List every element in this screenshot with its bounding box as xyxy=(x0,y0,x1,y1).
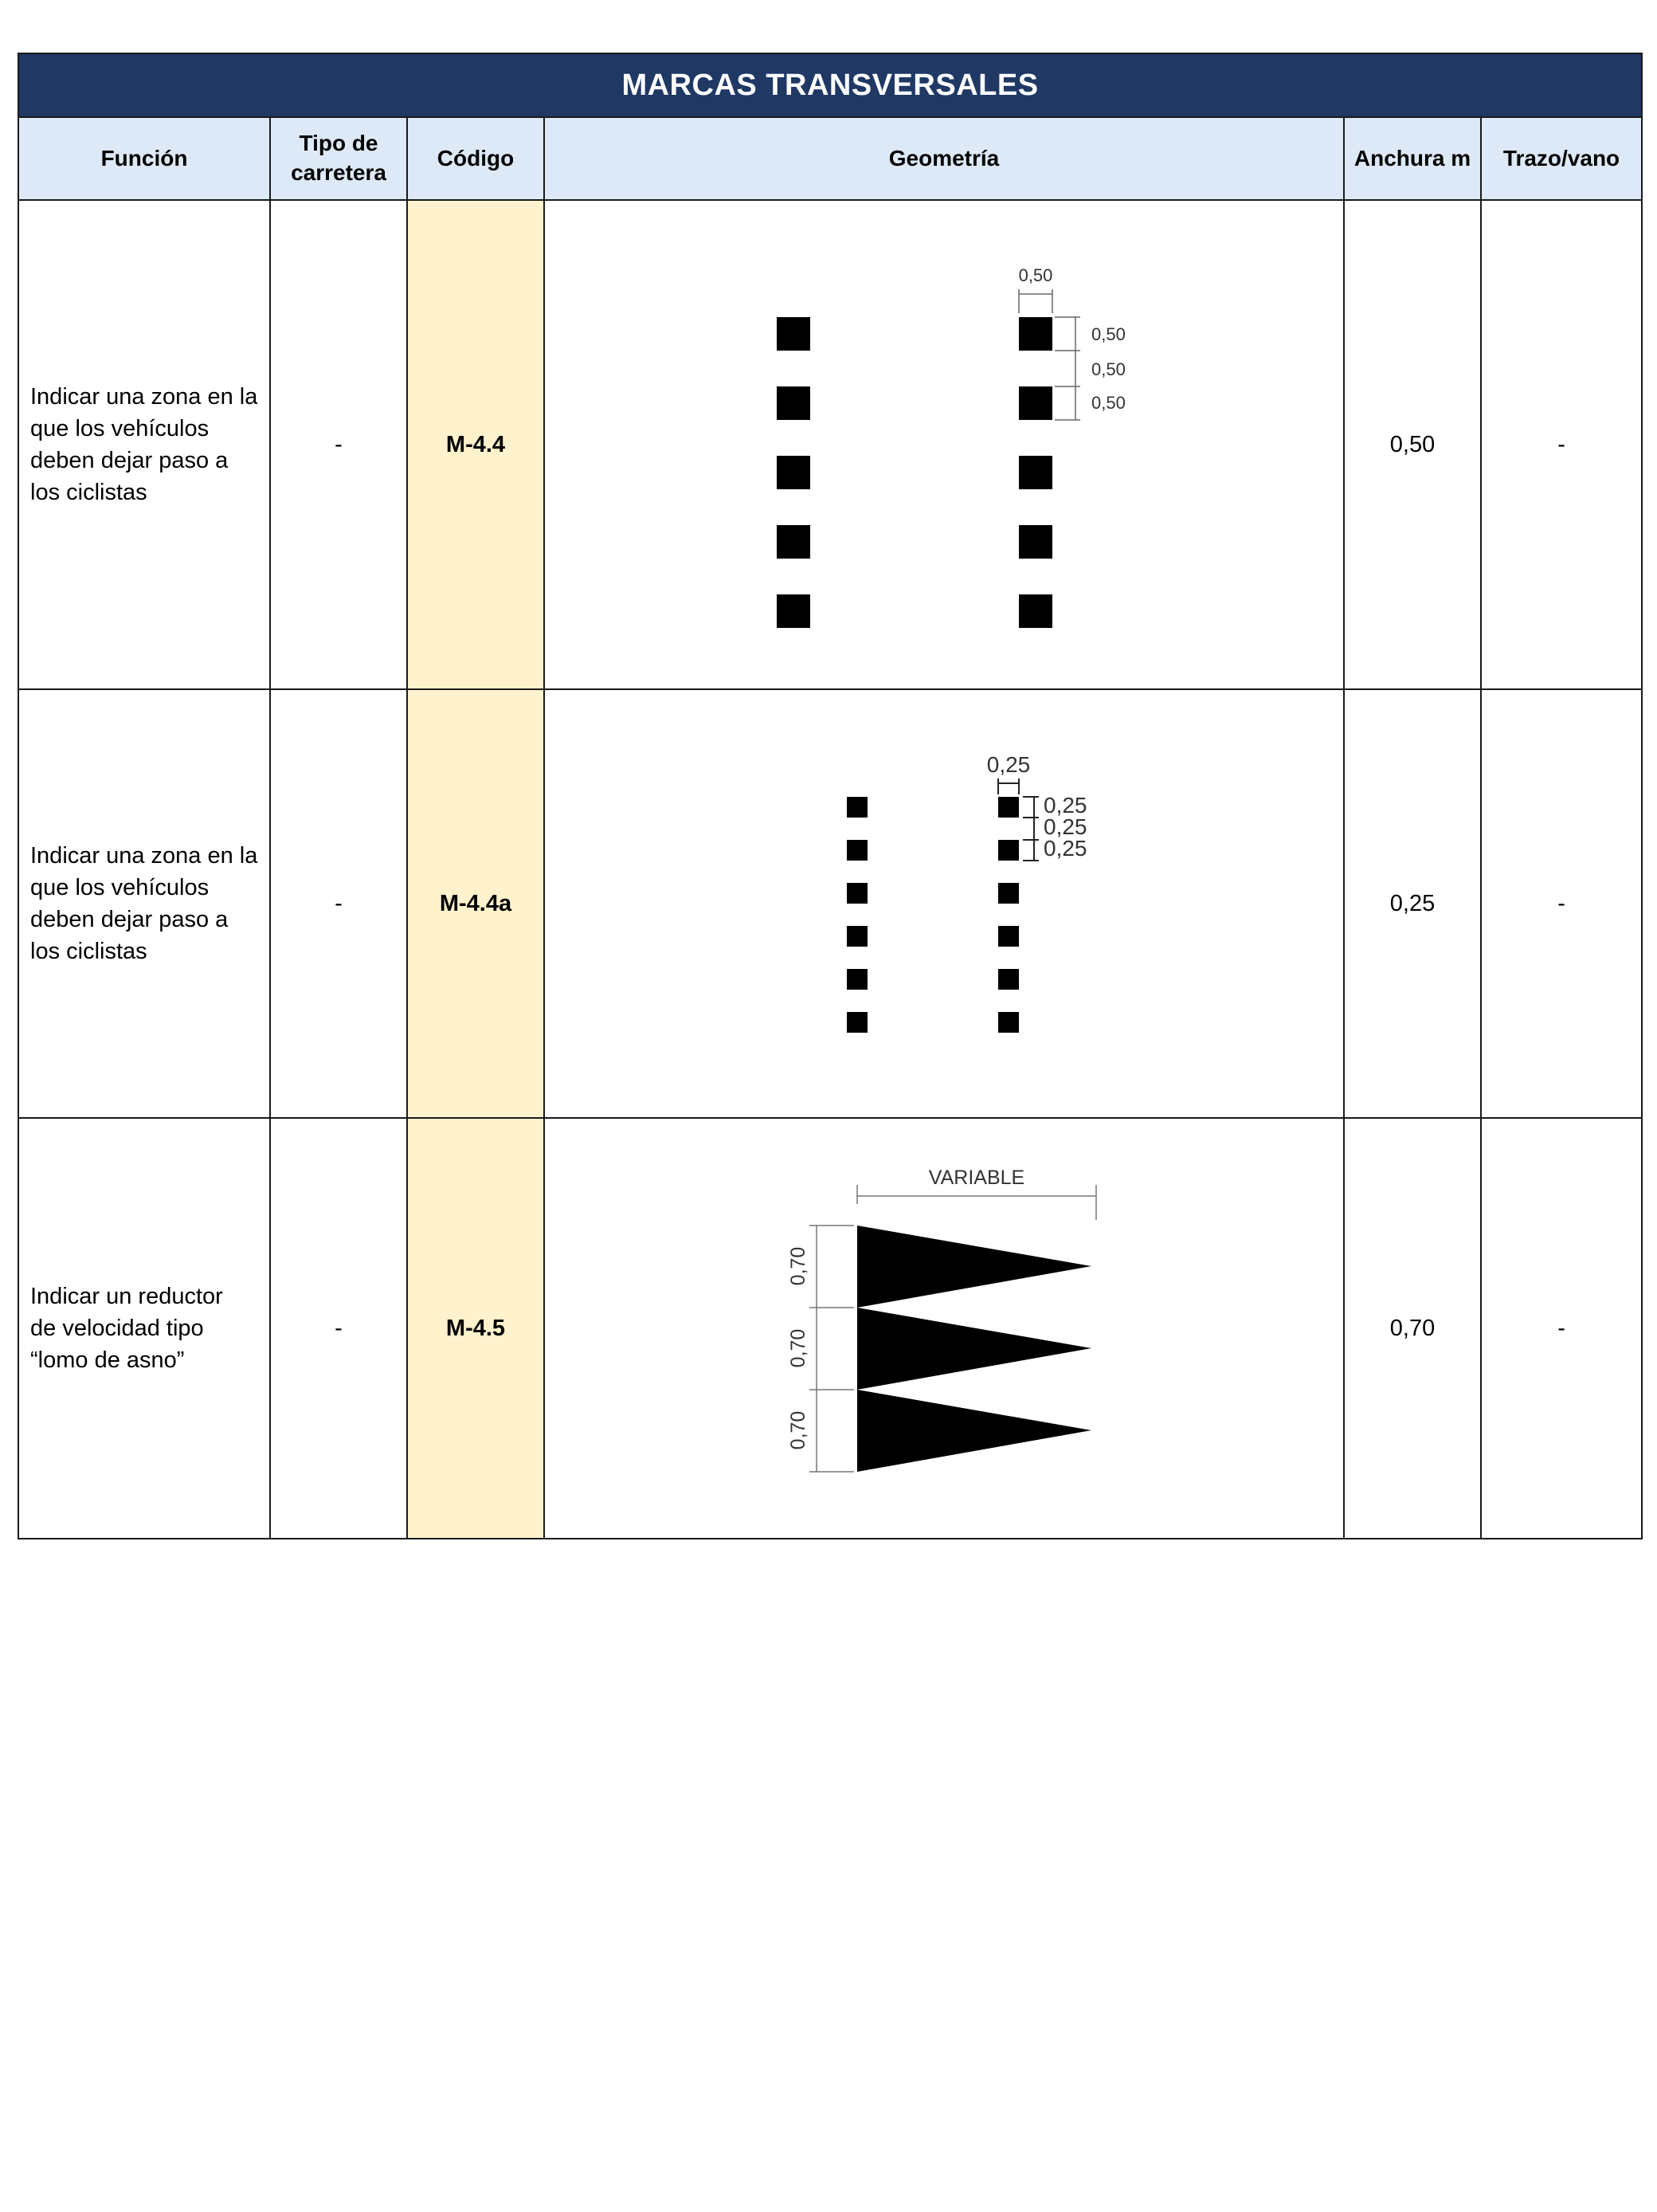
header-geometria: Geometría xyxy=(544,117,1344,200)
square-mark xyxy=(777,317,810,351)
anchura-cell: 0,25 xyxy=(1344,689,1481,1118)
funcion-line: Indicar una zona en la xyxy=(30,842,258,869)
table-title: MARCAS TRANSVERSALES xyxy=(18,53,1642,117)
dimension-label: 0,50 xyxy=(1091,359,1126,379)
square-mark xyxy=(998,1012,1019,1033)
dimension-label: 0,50 xyxy=(1091,393,1126,413)
funcion-line: Indicar un reductor xyxy=(30,1283,223,1309)
funcion-cell xyxy=(18,1118,270,1539)
square-mark xyxy=(998,926,1019,947)
tipo-cell: - xyxy=(270,200,407,689)
square-mark xyxy=(998,840,1019,861)
trazo-cell: - xyxy=(1481,200,1642,689)
funcion-line: que los vehículos xyxy=(30,874,210,900)
square-mark xyxy=(1019,317,1052,351)
triangle-mark xyxy=(857,1390,1091,1472)
square-mark xyxy=(1019,386,1052,420)
square-mark xyxy=(847,840,868,861)
square-mark xyxy=(998,883,1019,904)
header-tipo-carretera xyxy=(270,117,407,200)
geometria-cell xyxy=(544,1118,1344,1539)
codigo-cell: M-4.4 xyxy=(407,200,544,689)
geometry-m-4-4a-diagram xyxy=(545,691,1345,1116)
dimension-label: 0,50 xyxy=(1091,324,1126,344)
right-square-column xyxy=(1019,317,1052,628)
funcion-line: los ciclistas xyxy=(30,480,147,506)
funcion-line: deben dejar paso a xyxy=(30,448,229,473)
dimension-label-width: 0,50 xyxy=(1018,265,1053,285)
square-mark xyxy=(777,386,810,420)
square-mark xyxy=(847,1012,868,1033)
geometria-cell xyxy=(544,689,1344,1118)
codigo-cell: M-4.5 xyxy=(407,1118,544,1539)
left-square-column xyxy=(847,797,868,1033)
header-tipo-line2: carretera xyxy=(291,160,386,185)
triangle-marks xyxy=(857,1226,1091,1472)
dimension-label-variable: VARIABLE xyxy=(928,1167,1025,1189)
square-mark xyxy=(847,926,868,947)
square-mark xyxy=(1019,456,1052,489)
triangle-mark xyxy=(857,1226,1091,1308)
right-square-column xyxy=(998,797,1019,1033)
dimension-label: 0,70 xyxy=(787,1328,809,1368)
dimension-label: 0,25 xyxy=(1044,793,1087,818)
left-square-column xyxy=(777,317,810,628)
funcion-line: Indicar una zona en la xyxy=(30,383,258,410)
funcion-line: de velocidad tipo xyxy=(30,1315,204,1341)
square-mark xyxy=(777,456,810,489)
header-anchura: Anchura m xyxy=(1344,117,1481,200)
dimension-label-width: 0,25 xyxy=(986,752,1031,777)
dimension-label: 0,70 xyxy=(787,1410,809,1450)
funcion-cell xyxy=(18,689,270,1118)
square-mark xyxy=(1019,525,1052,559)
codigo-cell: M-4.4a xyxy=(407,689,544,1118)
header-funcion: Función xyxy=(18,117,270,200)
funcion-line: deben dejar paso a xyxy=(30,907,229,932)
square-mark xyxy=(1019,594,1052,628)
header-tipo-line1: Tipo de xyxy=(299,131,378,156)
square-mark xyxy=(998,797,1019,818)
anchura-cell: 0,50 xyxy=(1344,200,1481,689)
geometry-m-4-4-diagram xyxy=(545,202,1345,688)
square-mark xyxy=(998,969,1019,990)
funcion-line: “lomo de asno” xyxy=(30,1347,185,1373)
dimension-label: 0,70 xyxy=(787,1246,809,1286)
geometry-m-4-5-diagram xyxy=(545,1120,1345,1537)
dimension-label: 0,25 xyxy=(1044,836,1087,861)
square-mark xyxy=(847,797,868,818)
table-row xyxy=(18,1118,1642,1539)
square-mark xyxy=(777,525,810,559)
trazo-cell: - xyxy=(1481,1118,1642,1539)
funcion-line: que los vehículos xyxy=(30,415,210,441)
trazo-cell: - xyxy=(1481,689,1642,1118)
square-mark xyxy=(847,883,868,904)
anchura-cell: 0,70 xyxy=(1344,1118,1481,1539)
square-mark xyxy=(777,594,810,628)
tipo-cell: - xyxy=(270,689,407,1118)
funcion-cell xyxy=(18,200,270,689)
table-row xyxy=(18,689,1642,1118)
funcion-line: los ciclistas xyxy=(30,939,147,965)
square-mark xyxy=(847,969,868,990)
header-row xyxy=(18,117,1642,200)
table-row xyxy=(18,200,1642,689)
tipo-cell: - xyxy=(270,1118,407,1539)
header-trazo: Trazo/vano xyxy=(1481,117,1642,200)
triangle-mark xyxy=(857,1308,1091,1390)
dimension-label: 0,25 xyxy=(1044,814,1087,839)
geometria-cell xyxy=(544,200,1344,689)
marcas-transversales-table xyxy=(18,53,1643,1539)
header-codigo: Código xyxy=(407,117,544,200)
